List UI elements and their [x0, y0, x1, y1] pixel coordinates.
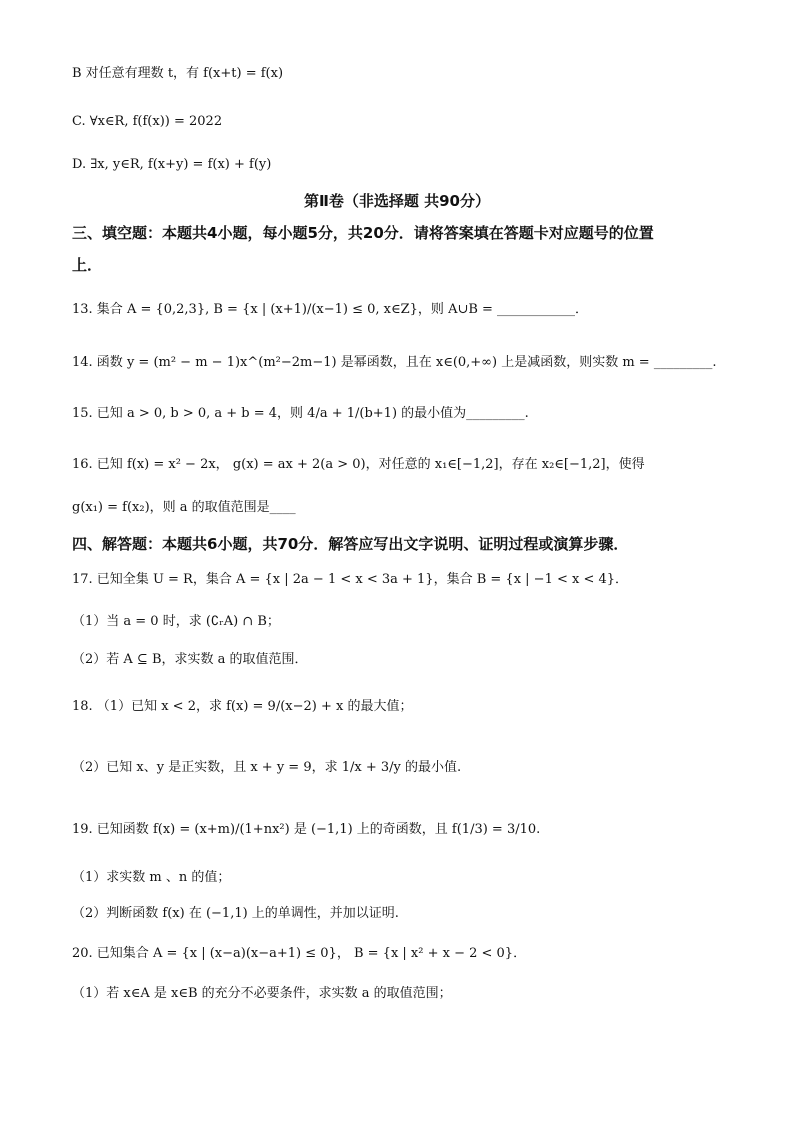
question-18-part-2: （2）已知 x、y 是正实数，且 x + y = 9，求 1/x + 3/y 的最小值.: [72, 760, 462, 775]
option-d: D. ∃x, y∈R, f(x+y) = f(x) + f(y): [72, 157, 272, 172]
question-16: 16. 已知 f(x) = x² − 2x， g(x) = ax + 2(a > 0)，对任意的 x₁∈[−1,2]，存在 x₂∈[−1,2]，使得: [72, 457, 645, 472]
question-19: 19. 已知函数 f(x) = (x+m)/(1+nx²) 是 (−1,1) 上的奇函数，且 f(1/3) = 3/10.: [72, 822, 541, 837]
question-20: 20. 已知集合 A = {x | (x−a)(x−a+1) ≤ 0}， B = {x | x² + x − 2 < 0}．: [72, 946, 527, 961]
part-3-heading-cont: 上．: [72, 256, 103, 274]
question-13: 13. 集合 A = {0,2,3}, B = {x | (x+1)/(x−1) ≤ 0, x∈Z}，则 A∪B = ____________．: [72, 302, 589, 317]
option-b: B 对任意有理数 t，有 f(x+t) = f(x): [72, 66, 284, 81]
section-title: 第Ⅱ卷（非选择题 共90分）: [304, 192, 490, 210]
question-15: 15. 已知 a > 0, b > 0, a + b = 4，则 4/a + 1/(b+1) 的最小值为_________.: [72, 406, 529, 421]
question-19-part-2: （2）判断函数 f(x) 在 (−1,1) 上的单调性，并加以证明.: [72, 906, 399, 921]
part-3-heading: 三、填空题：本题共4小题，每小题5分，共20分．请将答案填在答题卡对应题号的位置: [72, 224, 654, 242]
option-c: C. ∀x∈R, f(f(x)) = 2022: [72, 114, 223, 129]
part-4-heading: 四、解答题：本题共6小题，共70分．解答应写出文字说明、证明过程或演算步骤．: [72, 535, 629, 553]
question-19-part-1: （1）求实数 m 、n 的值；: [72, 870, 231, 885]
question-14: 14. 函数 y = (m² − m − 1)x^(m²−2m−1) 是幂函数，且在 x∈(0,+∞) 上是减函数，则实数 m = _________.: [72, 355, 717, 370]
question-17-part-2: （2）若 A ⊆ B，求实数 a 的取值范围．: [72, 652, 308, 667]
question-16-cont: g(x₁) = f(x₂)，则 a 的取值范围是____: [72, 500, 296, 515]
question-17: 17. 已知全集 U = R，集合 A = {x | 2a − 1 < x < 3a + 1}，集合 B = {x | −1 < x < 4}．: [72, 572, 629, 587]
question-18-part-1: 18. （1）已知 x < 2，求 f(x) = 9/(x−2) + x 的最大值；: [72, 699, 413, 714]
question-17-part-1: （1）当 a = 0 时，求 (∁ᵣA) ∩ B；: [72, 614, 280, 629]
question-20-part-1: （1）若 x∈A 是 x∈B 的充分不必要条件，求实数 a 的取值范围；: [72, 986, 452, 1001]
